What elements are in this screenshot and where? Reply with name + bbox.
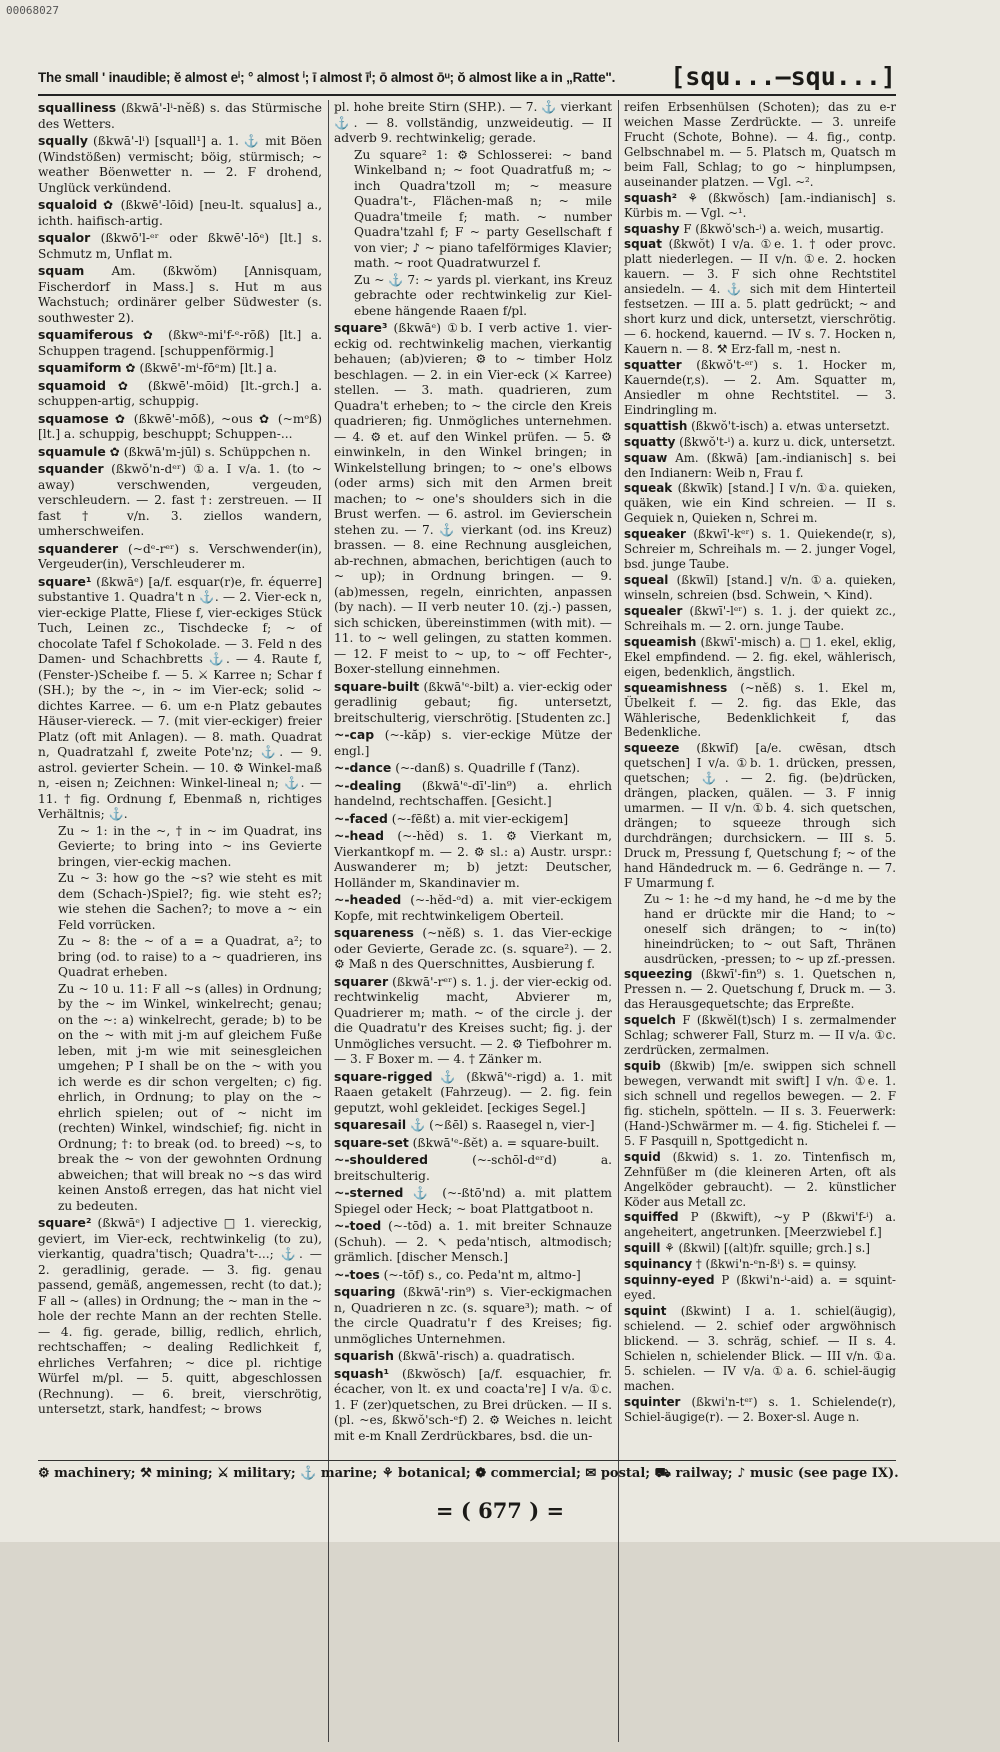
entry-definition: (ßkwā'-rin⁹) s. Vier-eckigmachen n, Quadrieren n zc. (s. square³); math. ~ of the circle Quadratu'r f des Kreises; fig. unmögliches Unternehmen. <box>334 1285 612 1346</box>
dictionary-entry <box>38 541 322 573</box>
dictionary-entry <box>334 811 612 828</box>
dictionary-entry <box>38 327 322 359</box>
entry-definition: Zu square² 1: ⚙ Schlosserei: ~ band Winkelband n; ~ foot Quadratfuß m; ~ inch Quadra'tzoll m; ~ measure Quadra't-, Flächen-maß n; ~ mile Quadra'tmeile f; math. ~ number Quadra'tzahl f; F ~ party Gesellschaft f von vier; ♪ ~ piano tafelförmiges Klavier; math. ~ root Quadratwurzel f. <box>354 147 612 270</box>
entry-headword: squamiform <box>38 360 122 375</box>
entry-definition: F (ßkwĕl(t)sch) I s. zermalmender Schlag; schwerer Fall, Sturz m. — II v/a. ①c. zerdrücken, zermalmen. <box>624 1013 896 1058</box>
entry-headword: squill <box>624 1241 661 1256</box>
entry-headword: squelch <box>624 1013 676 1028</box>
page-number: = ( 677 ) = <box>435 1498 565 1523</box>
entry-headword: square¹ <box>38 573 92 589</box>
entry-headword: squalor <box>38 230 91 245</box>
entry-definition: ✿ (ßkwē'-mōß), ~ous ✿ (~mᵒß) [lt.] a. schuppig, beschuppt; Schuppen-... <box>38 411 322 441</box>
entry-headword: square-rigged <box>334 1068 433 1084</box>
column-rule <box>328 100 329 1742</box>
scan-id: 00068027 <box>6 4 59 17</box>
dictionary-entry <box>624 358 896 418</box>
entry-headword: squattish <box>624 418 688 433</box>
entry-definition: (ßkwā'-risch) a. quadratisch. <box>393 1349 576 1363</box>
entry-headword: squat <box>624 237 662 252</box>
entry-headword: squeezing <box>624 967 693 982</box>
entry-headword: squinter <box>624 1394 681 1409</box>
entry-definition: ⚘ (ßkwŏsch) [am.-indianisch] s. Kürbis m. — Vgl. ~¹. <box>624 190 896 220</box>
entry-definition: (ßkwi'n-tᵉʳ) s. 1. Schielende(r), Schiel-äugige(r). — 2. Boxer-sl. Auge n. <box>624 1394 896 1424</box>
entry-definition: (ßkwō'l-ᵉʳ oder ßkwē'-lōᵉ) [lt.] s. Schmutz m, Unflat m. <box>38 231 322 261</box>
entry-headword: squeeze <box>624 741 680 756</box>
entry-headword: ~-sterned <box>334 1185 404 1200</box>
dictionary-entry <box>38 360 322 377</box>
entry-headword: squanderer <box>38 540 119 556</box>
entry-definition: (~-fēßt) a. mit vier-eckigem] <box>387 811 569 826</box>
dictionary-entry <box>38 824 322 871</box>
entry-headword: ~-headed <box>334 892 402 907</box>
dictionary-entry <box>38 411 322 443</box>
dictionary-entry <box>624 1241 896 1256</box>
dictionary-entry <box>624 1013 896 1058</box>
entry-definition: (ßkwā'ᵉ-ßĕt) a. = square-built. <box>408 1135 600 1150</box>
dictionary-entry <box>334 1218 612 1266</box>
entry-definition: (~-danß) s. Quadrille f (Tanz). <box>391 761 580 775</box>
dictionary-entry <box>624 892 896 967</box>
dictionary-entry <box>334 1366 612 1445</box>
entry-definition: (ßkwŏ'n-dᵉʳ) ①a. I v/a. 1. (to ~ away) verschwenden, vergeuden, verschleudern. — 2. fast †: zerstreuen. — II fast † v/n. 3. ziellos wandern, umherschweifen. <box>38 462 322 538</box>
dictionary-entry <box>624 222 896 237</box>
entry-headword: ~-toed <box>334 1218 382 1233</box>
entry-headword: ~-cap <box>334 727 375 742</box>
entry-definition: (ßkwā'-lⁱ) [squall¹] a. 1. ⚓ mit Böen (Windstößen) vermischt; böig, stürmisch; ~ weather Böenwetter n. — 2. F drohend, Unglück verkündend. <box>38 134 322 195</box>
entry-definition: (~-tōd) a. 1. mit breiter Schnauze (Schuh). — 2. ↖ peda'ntisch, altmodisch; grämlich. [discher Mensch.] <box>334 1219 612 1264</box>
entry-definition: (ßkwī'-fin⁹) s. 1. Quetschen n, Pressen n. — 2. Quetschung f, Druck m. — 3. das Herausgequetschte; das Erpreßte. <box>624 967 896 1012</box>
dictionary-entry <box>624 1210 896 1240</box>
dictionary-entry <box>624 967 896 1012</box>
dictionary-entry <box>334 974 612 1068</box>
entry-definition: Zu ~ 1: he ~d my hand, he ~d me by the hand er drückte mir die Hand; to ~ oneself sich drängen; to ~ in(to) hineindrücken; to ~ out Saft, Thränen ausdrücken, -pressen; to ~ up zf.-pressen. <box>644 891 896 966</box>
entry-headword: squareness <box>334 925 414 940</box>
entry-headword: squinny-eyed <box>624 1273 715 1288</box>
dictionary-entry <box>624 1304 896 1394</box>
entry-definition: Zu ~ 3: how go the ~s? wie steht es mit dem (Schach-)Spiel?; fig. wie steht es?; wie stehen die Sachen?; to move a ~ ein Feld vorrücken. <box>58 871 322 932</box>
dictionary-entry <box>38 871 322 933</box>
entry-headword: square-built <box>334 678 420 694</box>
entry-headword: squeak <box>624 481 673 496</box>
dictionary-entry <box>334 100 612 147</box>
entry-definition: (ßkwīf) [a/e. cwēsan, dtsch quetschen] I v/a. ①b. 1. drücken, pressen, quetschen; ⚓. — 2. fig. (be)drücken, drängen, placken, quälen. — 3. F innig umarmen. — II v/n. ①b. 4. sich quetschen, drängen; to squeeze through sich durchdrängen; durchsickern. — III s. 5. Druck m, Pressung f, Quetschung f; ~ of the hand Händedruck m. — 6. Gedränge n. — 7. F Umarmung f. <box>624 741 896 890</box>
entry-definition: (ßkwīl) [stand.] v/n. ①a. quieken, winseln, schreien (bsd. Schwein, ↖ Kind). <box>624 573 896 602</box>
entry-headword: squaw <box>624 450 668 465</box>
entry-definition: ✿ (ßkwē'-mⁱ-fōᵉm) [lt.] a. <box>121 361 277 375</box>
dictionary-entry <box>334 1069 612 1117</box>
entry-definition: (ßkwŏt) I v/a. ①e. 1. † oder provc. platt niederlegen. — II v/n. ①e. 2. hocken kauern. — 3. F sich ohne Rechtstitel ansiedeln. — 4. ⚓ sich mit dem Hinterteil festsetzen. — III a. 5. platt gedrückt; ~ and short kurz und dick, untersetzt, vierschrötig. — 6. hockend, kauernd. — IV s. 7. Hocken n, Kauern n. — 8. ⚒ Erz-fall m, -nest n. <box>624 237 896 356</box>
entry-definition: (ßkwā'-rᵉʳ) s. 1. j. der vier-eckig od. rechtwinkelig macht, Abvierer m, Quadrierer m; math. ~ of the circle j. der die Quadratu'r des Kreises sucht; fig. j. der Unmögliches versucht. — 2. ⚙ Tiefbohrer m. — 3. F Boxer m. — 4. † Zänker m. <box>334 974 612 1066</box>
dictionary-entry <box>624 1150 896 1210</box>
entry-definition: (~-tōf) s., co. Peda'nt m, altmo-] <box>379 1267 581 1282</box>
dictionary-entry <box>624 237 896 357</box>
entry-definition: (ßkwib) [m/e. swippen sich schnell bewegen, verwandt mit swift] I v/n. ①e. 1. sich schnell und regellos bewegen. — 2. F fig. sticheln, spötteln. — II s. 3. Feuerwerk: (Hand-)Schwärmer m. — 4. fig. Stichelei f. — 5. F Pasquill n, Spottgedicht n. <box>624 1059 896 1148</box>
dictionary-entry <box>334 892 612 924</box>
entry-definition: (ßkwŏ't-ᵉʳ) s. 1. Hocker m, Kauernde(r,s). — 2. Am. Squatter m, Ansiedler m ohne Rechtstitel. — 3. Eindringling m. <box>624 357 896 417</box>
entry-definition: ✿ (ßkwᵃ-mi'f-ᵉ-rōß) [lt.] a. Schuppen tragend. [schuppenförmig.] <box>38 328 322 358</box>
entry-definition: Am. (ßkwŏm) [Annisquam, Fischerdorf in Mass.] s. Hut m aus Wachstuch; ordinärer gelber Südwester (s. southwester 2). <box>38 264 322 325</box>
dictionary-entry <box>624 451 896 481</box>
entry-definition: Zu ~ 1: in the ~, † in ~ im Quadrat, ins Gevierte; to bring into ~ ins Gevierte bringen, vier-eckig machen. <box>58 823 322 869</box>
entry-headword: squint <box>624 1304 667 1319</box>
entry-headword: ~-faced <box>334 810 388 826</box>
dictionary-entry <box>624 604 896 634</box>
entry-headword: ~-toes <box>334 1266 380 1282</box>
entry-definition: (ßkwā'ᵉ-dī'-lin⁹) a. ehrlich handelnd, rechtschaffen. [Gesicht.] <box>334 778 612 808</box>
dictionary-entry <box>624 481 896 526</box>
entry-definition: (ßkwāᵉ) [a/f. esquar(r)e, fr. équerre] substantive 1. Quadra't n ⚓. — 2. Vier-eck n, vier-eckige Platte, Fliese f, vier-eckiges Stück Tuch, Leinen zc., Tischdecke f; ~ of chocolate Tafel f Schokolade. — 3. Feld n des Damen- und Schachbretts ⚓. — 4. Raute f, (Fenster-)Scheibe f. — 5. ⚔ Karree n; Schar f (SH.); by the ~, in ~ im Vier-eck; solid ~ dichtes Karree. — 6. um e-n Platz gebautes Häuser-viereck. — 7. (mit vier-eckiger) freier Platz (oft mit Anlagen). — 8. math. Quadrat n, Quadratzahl f, zweite Pote'nz; ⚓. — 9. astrol. gevierter Schein. — 10. ⚙ Winkel-maß n, -eisen n; Zeichnen: Winkel-lineal n; ⚓. — 11. † fig. Ordnung f, Ebenmaß n, richtiges Verhältnis; ⚓. <box>38 574 322 821</box>
dictionary-entry <box>38 263 322 326</box>
dictionary-entry <box>334 148 612 272</box>
entry-definition: Zu ~ 8: the ~ of a = a Quadrat, a²; to bring (od. to raise) to a ~ quadrieren, ins Quadrat erheben. <box>58 934 322 979</box>
header-rule <box>38 94 896 96</box>
entry-headword: squatty <box>624 434 676 449</box>
entry-definition: ⚓ (~-ßtō'nd) a. mit plattem Spiegel oder Heck; ~ boat Plattgatboot n. <box>334 1186 612 1216</box>
entry-headword: squaresail <box>334 1117 407 1132</box>
dictionary-entry <box>38 574 322 823</box>
entry-definition: reifen Erbsenhülsen (Schoten); das zu e-r weichen Masse Zerdrückte. — 3. unreife Frucht (Schote, Bohne). — 4. fig., contp. Gelbschnabel m. — 5. Platsch m, Quatsch m beim Fall, Schlag; to go ~ hinplumpsen, auseinander platzen. — Vgl. ~². <box>624 100 896 189</box>
entry-definition: (ßkwāᵉ) ①b. I verb active 1. vier-eckig od. rechtwinkelig machen, vierkantig behauen; (ab)vieren; ⚙ to ~ timber Holz beschlagen. — 2. in ein Vier-eck (⚔ Karree) stellen. — 3. math. quadrieren, zum Quadra't erheben; to ~ the circle den Kreis quadrieren; fig. Unmögliches unternehmen. — 4. ⚙ et. auf den Winkel prüfen. — 5. ⚙ einwinkeln, in den Winkel bringen; in Winkelstellung bringen; to ~ one's elbows (oder arms) sich mit den Armen breit machen; to ~ one's shoulders sich in die Brust werfen. — 6. astrol. im Gevierschein stehen zu. — 7. ⚓ vierkant (od. ins Kreuz) brassen. — 8. eine Rechnung ausgleichen, ab-rechnen, abmachen, berichtigen (auch to ~ up); in Ordnung bringen. — 9. (ab)messen, regeln, einrichten, anpassen (by nach). — II verb neuter 10. (zj.-) passen, sich schicken, übereinstimmen (with mit). — 11. to ~ well gelingen, zu statten kommen. — 12. F meist to ~ up, to ~ off Fechter-, Boxer-stellung einnehmen. <box>334 321 612 676</box>
entry-headword: squalliness <box>38 100 117 115</box>
entry-definition: (ßkwŏ't-ⁱ) a. kurz u. dick, untersetzt. <box>675 434 896 449</box>
entry-headword: squeal <box>624 573 669 588</box>
entry-definition: (ßkwī'-kᵉʳ) s. 1. Quiekende(r, s), Schreier m, Schreihals m. — 2. junger Vogel, bsd. junge Taube. <box>624 527 896 572</box>
dictionary-entry <box>334 925 612 973</box>
column-rule <box>618 100 619 1742</box>
dictionary-entry <box>624 741 896 890</box>
entry-definition: (ßkwī'-lᵉʳ) s. 1. j. der quiekt zc., Schreihals m. — 2. orn. junge Taube. <box>624 603 896 633</box>
dictionary-entry <box>334 679 612 727</box>
entry-headword: squashy <box>624 221 680 236</box>
entry-definition: (ßkwŏ't-isch) a. etwas untersetzt. <box>687 418 890 433</box>
entry-definition: ✿ (ßkwē'-lōid) [neu-lt. squalus] a., ichth. haifisch-artig. <box>38 198 322 228</box>
entry-headword: squib <box>624 1059 661 1074</box>
dictionary-entry <box>334 828 612 891</box>
entry-definition: P (ßkwi'n-ⁱ-aid) a. = squint-eyed. <box>624 1273 896 1303</box>
entry-headword: squatter <box>624 357 682 372</box>
dictionary-entry <box>38 1215 322 1418</box>
entry-definition: (~-hĕd) s. 1. ⚙ Vierkant m, Vierkantkopf m. — 2. ⚙ sl.: a) Austr. urspr.: Auswanderer m; b) jetzt: Deutscher, Holländer m, Skandinavier m. <box>334 829 612 890</box>
entry-definition: (ßkwŏsch) [a/f. esquachier, fr. écacher, von lt. ex und coacta're] I v/a. ①c. 1. F (zer)quetschen, zu Brei drücken. — II s. (pl. ~es, ßkwŏ'sch-ᵉf) 2. ⚙ Weiches n. leicht mit e-m Knall Zerdrückbares, bsd. die un- <box>334 1366 612 1443</box>
entry-headword: squaring <box>334 1284 396 1299</box>
entry-headword: squam <box>38 263 85 278</box>
dictionary-entry <box>38 444 322 461</box>
entry-definition: Zu ~ 10 u. 11: F all ~s (alles) in Ordnung; by the ~ im Winkel, winkelrecht; genau; on the ~: a) winkelrecht, gerade; b) to be on the ~ with mit j-m auf gleichem Fuße leben, mit j-m wie mit seinesgleichen umgehen; P I shall be on the ~ with you ich werde es dir schon vergelten; c) fig. ehrlich, in Ordnung; to play on the ~ ehrlich spielen; out of ~ nicht im (rechten) Winkel, windschief; fig. nicht in Ordnung; †: to break (od. to breed) ~s, to break the ~ von der gewohnten Ordnung abweichen; that will break no ~s das wird keinen Anstoß erregen, das hat nicht viel zu bedeuten. <box>58 981 322 1213</box>
entry-headword: squally <box>38 133 88 148</box>
entry-headword: ~-dealing <box>334 777 402 793</box>
column-3 <box>624 100 896 1455</box>
entry-definition: (ßkwīk) [stand.] I v/n. ①a. quieken, quäken, wie ein Kind schreien. — II s. Gequiek n, Quieken n, Schrei m. <box>624 481 896 526</box>
dictionary-entry <box>38 100 322 132</box>
dictionary-entry <box>334 1135 612 1152</box>
dictionary-entry <box>334 1267 612 1284</box>
entry-headword: squinancy <box>624 1257 693 1272</box>
entry-headword: squiffed <box>624 1210 679 1225</box>
entry-headword: squamose <box>38 410 109 426</box>
footer-rule <box>38 1460 896 1461</box>
dictionary-entry <box>38 461 322 540</box>
entry-headword: square³ <box>334 320 388 335</box>
entry-headword: ~-head <box>334 828 384 843</box>
dictionary-entry <box>334 273 612 320</box>
entry-definition: (ßkwā'ᵉ-bilt) a. vier-eckig oder geradlinig gebaut; fig. untersetzt, breitschulterig, vierschrötig. [Studenten zc.] <box>334 679 612 725</box>
dictionary-entry <box>334 760 612 777</box>
entry-headword: squeamishness <box>624 680 728 695</box>
dictionary-entry <box>624 1257 896 1272</box>
dictionary-entry <box>624 573 896 603</box>
dictionary-entry <box>624 419 896 434</box>
entry-definition: ⚓ (~ßēl) s. Raasegel n, vier-] <box>406 1118 595 1132</box>
entry-definition: (ßkwī'-misch) a. □ 1. ekel, eklig, Ekel empfindend. — 2. fig. ekel, wählerisch, eigen, bedenklich, ängstlich. <box>624 634 896 679</box>
entry-definition: (ßkwid) s. 1. zo. Tintenfisch m, Zehnfüßer m (die kleineren Arten, oft als Angelköder gebraucht). — 2. künstlicher Köder aus Metall zc. <box>624 1149 896 1209</box>
entry-definition: (~-kăp) s. vier-eckige Mütze der engl.] <box>334 728 612 758</box>
entry-headword: ~-shouldered <box>334 1152 428 1167</box>
entry-headword: squarish <box>334 1348 394 1363</box>
page-header <box>38 62 896 92</box>
entry-definition: (ßkwint) I a. 1. schiel(äugig), schielend. — 2. schief oder argwöhnisch blickend. — 3. schräg, schief. — II s. 4. Schielen n, schielender Blick. — III v/n. ①a. 5. schielen. — IV v/a. ①a. 6. schiel-äugig machen. <box>624 1304 896 1393</box>
dictionary-entry <box>334 320 612 678</box>
column-2 <box>334 100 612 1455</box>
entry-headword: squander <box>38 461 104 476</box>
entry-headword: square-set <box>334 1134 409 1150</box>
dictionary-entry <box>334 778 612 810</box>
entry-definition: P (ßkwift), ~y P (ßkwi'f-ⁱ) a. angeheitert, angetrunken. [Meerzwiebel f.] <box>624 1210 896 1240</box>
dictionary-entry <box>624 435 896 450</box>
column-1 <box>38 100 322 1455</box>
dictionary-entry <box>38 934 322 981</box>
entry-definition: Zu ~ ⚓ 7: ~ yards pl. vierkant, ins Kreuz gebrachte oder rechtwinkelig zur Kiel-ebene hängende Raaen f/pl. <box>354 272 612 318</box>
dictionary-entry <box>624 681 896 741</box>
entry-definition: (~nĕß) s. 1. Ekel m, Übelkeit f. — 2. fig. das Ekle, das Wählerische, Bedenklichkeit f, das Bedenkliche. <box>624 680 896 740</box>
dictionary-entry <box>624 100 896 190</box>
entry-headword: squaloid <box>38 197 98 212</box>
pronunciation-key: The small ' inaudible; ĕ almost eⁱ; ° almost ⁱ; ī almost īⁱ; ō almost ōᵘ; ŏ almost like a in „Ratte". <box>38 70 616 85</box>
dictionary-entry <box>334 1348 612 1365</box>
dictionary-entry <box>38 133 322 196</box>
entry-definition: ⚘ (ßkwil) [(alt)fr. squille; grch.] s.] <box>660 1241 870 1256</box>
entry-definition: pl. hohe breite Stirn (SHP.). — 7. ⚓ vierkant ⚓. — 8. vollständig, unzweideutig. — II adverb 9. rechtwinkelig; gerade. <box>334 100 612 145</box>
dictionary-entry <box>334 727 612 759</box>
entry-headword: squarer <box>334 973 389 989</box>
page-range: [squ...—squ...] <box>670 62 896 91</box>
dictionary-entry <box>334 1117 612 1134</box>
entry-headword: squamoid <box>38 377 106 393</box>
entry-headword: squealer <box>624 603 683 618</box>
dictionary-entry <box>624 1059 896 1149</box>
entry-definition: (ßkwā'-lⁱ-nĕß) s. das Stürmische des Wetters. <box>38 101 322 131</box>
entry-definition: Am. (ßkwā) [am.-indianisch] s. bei den Indianern: Weib n, Frau f. <box>624 450 896 480</box>
entry-definition: (~-schōl-dᵉʳd) a. breitschulterig. <box>334 1153 612 1183</box>
entry-definition: (ßkwāᵉ) I adjective □ 1. viereckig, geviert, im Vier-eck, rechtwinkelig (to zu), vierkantig, quadra'tisch; Quadra't-...; ⚓. — 2. geradlinig, gerade. — 3. fig. genau passend, gemäß, angemessen, recht (to dat.); F all ~ (alles) in Ordnung; the ~ man in the ~ hole der rechte Mann an der rechten Stelle. — 4. fig. gerade, billig, redlich, ehrlich, rechtschaffen; ~ dealing Redlichkeit f, ehrliches Verfahren; ~ dice pl. richtige Würfel m/pl. — 5. quitt, abgeschlossen (Rechnung). — 6. breit, vierschrötig, untersetzt, stark, handfest; ~ brows <box>38 1216 322 1416</box>
entry-headword: squamule <box>38 443 106 459</box>
dictionary-entry <box>38 197 322 229</box>
entry-headword: ~-dance <box>334 760 392 775</box>
symbol-legend: ⚙ machinery; ⚒ mining; ⚔ military; ⚓ marine; ⚘ botanical; ❁ commercial; ✉ postal; ⛟ railway; ♪ music (see page IX). <box>38 1466 899 1481</box>
entry-definition: (~dᵉ-rᵉʳ) s. Verschwender(in), Vergeuder(in), Verschleuderer m. <box>38 541 322 571</box>
dictionary-entry <box>624 1395 896 1425</box>
entry-headword: squamiferous <box>38 327 134 342</box>
entry-definition: F (ßkwŏ'sch-ⁱ) a. weich, musartig. <box>679 221 884 236</box>
entry-headword: squeamish <box>624 634 697 649</box>
entry-definition: (~-hĕd-ᵒd) a. mit vier-eckigem Kopfe, mit rechtwinkeligem Oberteil. <box>334 893 612 923</box>
entry-headword: squid <box>624 1149 661 1164</box>
dictionary-entry <box>334 1284 612 1347</box>
entry-headword: squeaker <box>624 527 686 542</box>
dictionary-entry <box>624 1273 896 1303</box>
dictionary-entry <box>38 982 322 1215</box>
dictionary-entry <box>38 230 322 262</box>
dictionary-entry <box>38 378 322 410</box>
entry-headword: squash² <box>624 190 678 205</box>
entry-definition: ⚓ (ßkwā'ᵉ-rigd) a. 1. mit Raaen getakelt (Fahrzeug). — 2. fig. fein geputzt, wohl gekleidet. [eckiges Segel.] <box>334 1069 612 1115</box>
dictionary-entry <box>624 527 896 572</box>
entry-definition: (~nĕß) s. 1. das Vier-eckige oder Gevierte, Gerade zc. (s. square²). — 2. ⚙ Maß n des Querschnittes, Ausbierung f. <box>334 926 612 971</box>
dictionary-entry <box>624 191 896 221</box>
entry-headword: squash¹ <box>334 1365 390 1381</box>
dictionary-entry <box>334 1152 612 1184</box>
dictionary-entry <box>334 1185 612 1217</box>
dictionary-entry <box>624 635 896 680</box>
entry-headword: square² <box>38 1215 92 1230</box>
entry-definition: ✿ (ßkwā'm-jūl) s. Schüppchen n. <box>105 444 311 459</box>
entry-definition: ✿ (ßkwē'-mōid) [lt.-grch.] a. schuppen-artig, schuppig. <box>38 378 322 408</box>
entry-definition: † (ßkwi'n-ᵉn-ßⁱ) s. = quinsy. <box>692 1257 857 1272</box>
